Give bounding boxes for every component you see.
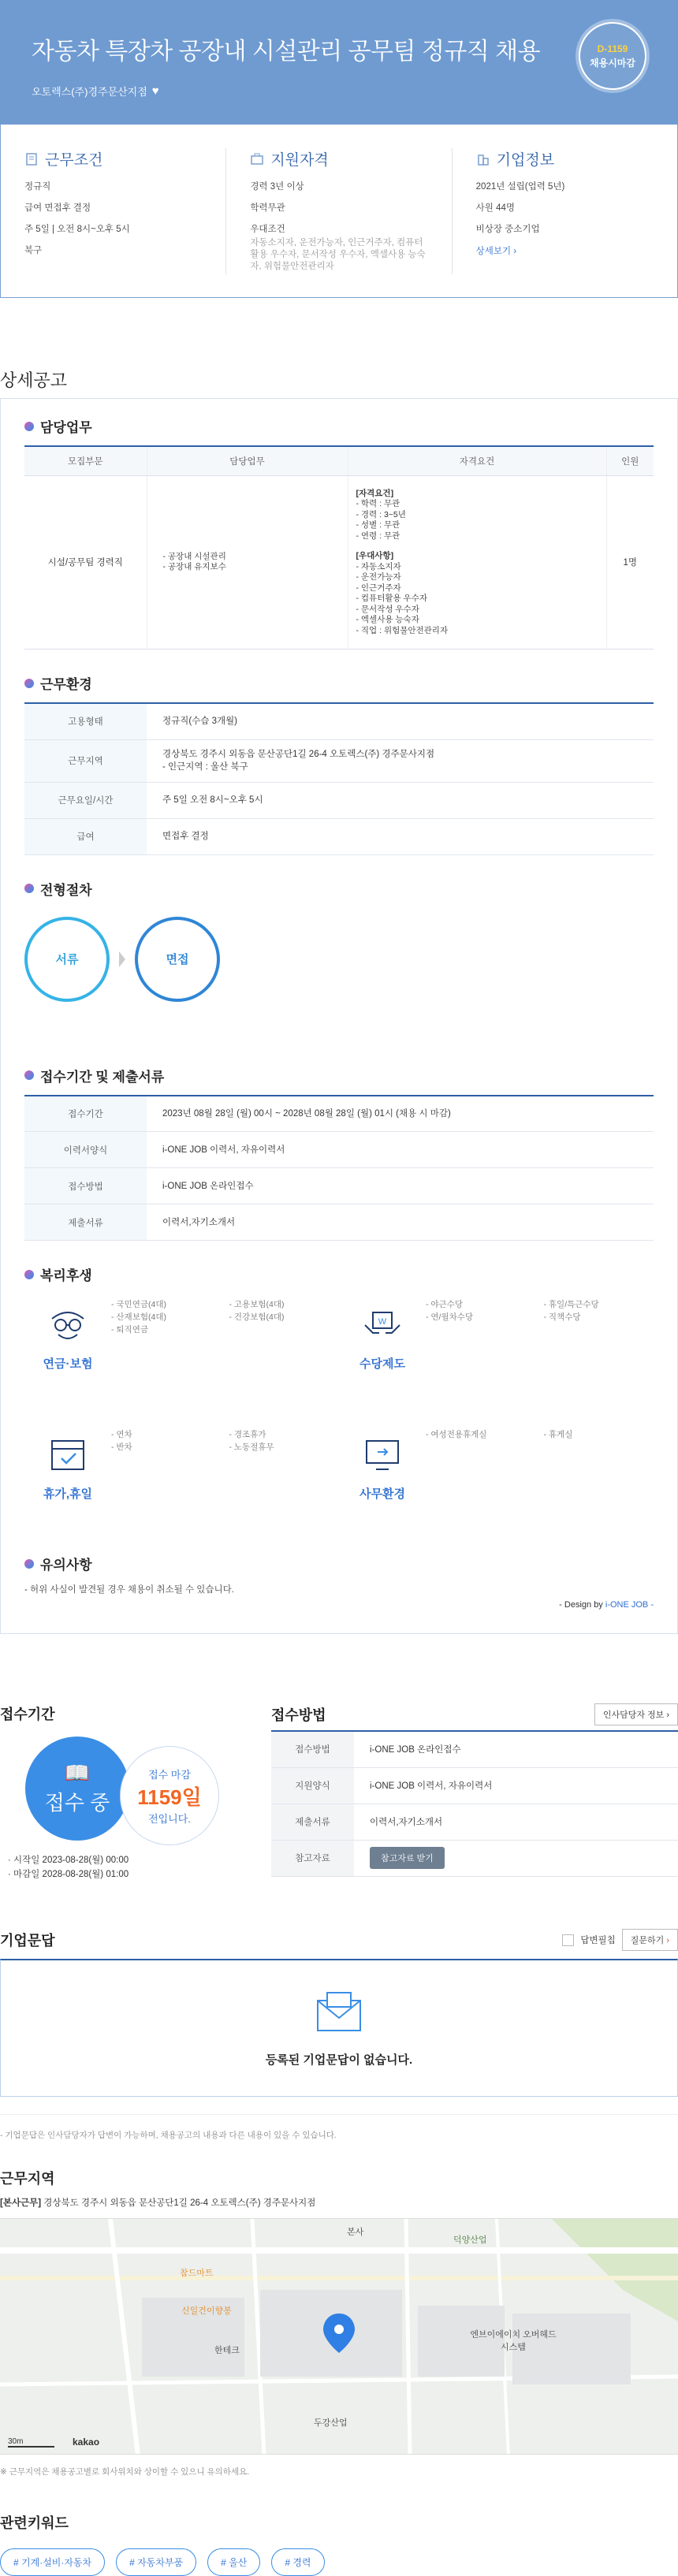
download-reference-button[interactable]: 참고자료 받기 (370, 1847, 445, 1869)
bullet-icon (24, 884, 34, 893)
duty-header: 담당업무 (147, 446, 348, 475)
method-panel (260, 1703, 678, 1882)
briefcase-icon (250, 152, 264, 166)
period-title: 접수기간 (0, 1707, 55, 1722)
company-detail-label[interactable]: 상세보기 (475, 247, 512, 256)
keyword-tag[interactable]: # 경력 (271, 2548, 324, 2576)
apply-pref-label: 우대조건 (250, 225, 285, 234)
area-address (0, 2196, 678, 2209)
env-key: 근무요일/시간 (24, 782, 147, 818)
welfare-item: - 휴일/특근수당 (543, 1300, 599, 1309)
svg-text:W: W (378, 1317, 387, 1327)
area-note: ※ 근무지역은 채용공고별로 회사위치와 상이할 수 있으니 유의하세요. (0, 2467, 250, 2477)
summary-work-title: 근무조건 (45, 152, 103, 169)
duty-part: 시설/공무팀 경력직 (24, 475, 147, 650)
env-title: 근무환경 (40, 677, 92, 692)
company-detail-link[interactable] (476, 247, 516, 256)
period-circles (0, 1732, 260, 1850)
welfare-group (339, 1424, 654, 1554)
duty-header: 인원 (606, 446, 654, 475)
welfare-group-name: 연금·보험 (43, 1357, 93, 1371)
design-credit (24, 1600, 654, 1610)
submit-key: 접수기간 (24, 1096, 147, 1132)
location-map[interactable] (0, 2218, 678, 2455)
design-brand: i-ONE JOB - (605, 1600, 654, 1610)
pref-item: - 자동소지자 (356, 561, 401, 571)
welfare-items (426, 1294, 654, 1424)
answered-checkbox[interactable] (562, 1934, 574, 1946)
welfare-icon-box (24, 1424, 111, 1554)
welfare-groups (24, 1294, 654, 1554)
map-label: 본사 (347, 2228, 364, 2237)
welfare-item: - 휴게실 (543, 1430, 573, 1439)
submit-value: 이력서,자기소개서 (147, 1204, 654, 1241)
heart-icon[interactable]: ♥ (151, 84, 159, 98)
keyword-list (0, 2548, 678, 2576)
detail-section-title: 상세공고 (0, 370, 68, 390)
map-label: 참드마트 (180, 2269, 214, 2278)
end-date: · 마감일 2028-08-28(월) 01:00 (8, 1870, 129, 1879)
map-label: 엔브이에이치 오버헤드시스템 (470, 2330, 557, 2352)
document-icon (24, 152, 39, 166)
start-date: · 시작일 2023-08-28(월) 00:00 (8, 1856, 129, 1865)
map-label: 신일건이향봉 (181, 2306, 232, 2316)
duty-requirements (348, 475, 606, 650)
env-table (24, 702, 654, 855)
welfare-item: - 반차 (111, 1442, 132, 1452)
envelope-icon (311, 1990, 367, 2037)
ask-question-label[interactable]: 질문하기 (630, 1936, 665, 1945)
bullet-icon (24, 679, 34, 688)
keywords-section (0, 2512, 678, 2576)
welfare-item: - 건강보험(4대) (229, 1312, 285, 1322)
book-icon: 📖 (64, 1761, 91, 1785)
submit-value: i-ONE JOB 이력서, 자유이력서 (147, 1132, 654, 1168)
deadline-label: 접수 마감 (148, 1768, 191, 1781)
pref-item: - 엑셀사용 능숙자 (356, 615, 419, 624)
duty-header: 자격요건 (348, 446, 606, 475)
glasses-man-icon (44, 1301, 91, 1349)
chevron-right-icon: › (513, 247, 517, 256)
work-area: 북구 (24, 246, 43, 255)
welfare-items (111, 1424, 339, 1554)
apply-info (0, 1703, 678, 1882)
welfare-icon-box (339, 1424, 426, 1554)
summary-company-title: 기업정보 (496, 152, 555, 169)
welfare-title: 복리후생 (40, 1268, 92, 1283)
req-item: - 성별 : 무관 (356, 520, 400, 530)
env-nearby: - 인근지역 : 울산 북구 (162, 762, 248, 772)
req-item: - 연령 : 무관 (356, 530, 400, 541)
duty-count: 1명 (606, 475, 654, 650)
keyword-tag[interactable]: # 울산 (207, 2548, 260, 2576)
welfare-item: - 연/월차수당 (426, 1312, 474, 1322)
welfare-item: - 산재보험(4대) (111, 1312, 166, 1322)
dday-label: 채용시마감 (590, 57, 635, 69)
welfare-item: - 경조휴가 (229, 1430, 266, 1439)
design-label: - Design by (559, 1600, 605, 1610)
summary-work (1, 148, 226, 274)
method-key: 접수방법 (271, 1731, 354, 1767)
job-title: 자동차 특장차 공장내 시설관리 공무팀 정규직 채용 (32, 39, 541, 65)
submit-key: 접수방법 (24, 1168, 147, 1204)
qa-controls (562, 1929, 678, 1951)
submit-title: 접수기간 및 제출서류 (40, 1069, 165, 1085)
summary-company (453, 148, 677, 274)
welfare-group (339, 1294, 654, 1424)
duty-table (24, 445, 654, 650)
welfare-group (24, 1294, 339, 1424)
job-header (0, 0, 678, 125)
summary-panel (0, 125, 678, 298)
summary-apply-title: 지원자격 (270, 152, 329, 169)
env-value: 주 5일 오전 8시~오후 5시 (147, 782, 654, 818)
keywords-title: 관련키워드 (0, 2515, 69, 2531)
welfare-item: - 국민연금(4대) (111, 1300, 166, 1309)
submit-key: 제출서류 (24, 1204, 147, 1241)
period-panel (0, 1703, 260, 1882)
apply-pref: 자동소지자, 운전가능자, 인근거주자, 컴퓨터활용 우수자, 문서작성 우수자, 엑셀사용 능숙자, 위험물안전관리자 (250, 238, 426, 271)
duty-tasks (147, 475, 348, 650)
welfare-group-name: 사무환경 (359, 1487, 405, 1501)
area-title: 근무지역 (0, 2171, 55, 2187)
qa-empty-box (0, 1959, 678, 2097)
env-heading (24, 673, 654, 693)
submit-key: 이력서양식 (24, 1132, 147, 1168)
qa-title: 기업문답 (0, 1933, 55, 1949)
contact-info-label[interactable]: 인사담당자 정보 (602, 1711, 665, 1720)
welfare-group-name: 휴가,휴일 (43, 1487, 93, 1501)
pref-item: - 컴퓨터활용 우수자 (356, 594, 427, 603)
env-address: 경상북도 경주시 외동읍 문산공단1길 26-4 오토렉스(주) 경주문사지점 (162, 750, 435, 759)
welfare-item: - 노동절휴무 (229, 1442, 274, 1452)
status-text: 접수 중 (44, 1791, 110, 1815)
notice-heading (24, 1554, 654, 1573)
welfare-item: - 야근수당 (426, 1300, 463, 1309)
qa-header (0, 1929, 678, 1951)
summary-apply (226, 148, 452, 274)
method-title: 접수방법 (271, 1707, 326, 1723)
apply-edu: 학력무관 (250, 203, 285, 213)
dday-count: D-1159 (597, 43, 628, 54)
wallet-hands-icon (359, 1301, 406, 1349)
address-tag: [본사근무] (0, 2198, 42, 2208)
calendar-check-icon (44, 1431, 91, 1479)
building-icon (476, 152, 490, 166)
keyword-tag[interactable]: # 자동차부품 (116, 2548, 196, 2576)
area-section (0, 2168, 678, 2477)
bullet-icon (24, 1559, 34, 1569)
company-founded: 2021년 설립(업력 5년) (475, 182, 565, 192)
dday-badge (579, 22, 646, 90)
duty-heading (24, 416, 654, 436)
method-value: i-ONE JOB 이력서, 자유이력서 (354, 1767, 678, 1804)
env-key: 급여 (24, 818, 147, 854)
req-title: [자격요건] (356, 488, 394, 498)
welfare-item: - 고용보험(4대) (229, 1300, 285, 1309)
map-brand: kakao (73, 2436, 100, 2448)
method-key: 제출서류 (271, 1804, 354, 1840)
company-staff: 사원 44명 (475, 203, 515, 213)
qa-empty-text: 등록된 기업문답이 없습니다. (265, 2053, 413, 2067)
welfare-items (111, 1294, 339, 1424)
welfare-item: - 여성전용휴게실 (426, 1430, 487, 1439)
chevron-right-icon: › (666, 1936, 669, 1945)
submit-table (24, 1095, 654, 1241)
pref-title: [우대사항] (356, 551, 394, 560)
qa-note: - 기업문답은 인사담당자가 답변이 가능하며, 채용공고의 내용과 다른 내용이 있을 수 있습니다. (0, 2114, 678, 2141)
notice-title: 유의사항 (40, 1558, 92, 1573)
welfare-item: - 직책수당 (543, 1312, 581, 1322)
work-hours: 주 5일 | 오전 8시~오후 5시 (24, 225, 130, 234)
method-header (271, 1703, 678, 1725)
welfare-group-name: 수당제도 (359, 1357, 405, 1371)
welfare-icon-box (339, 1294, 426, 1424)
ask-question-button[interactable] (622, 1929, 678, 1951)
pref-item: - 문서작성 우수자 (356, 604, 419, 614)
process-steps (24, 908, 654, 1011)
bullet-icon (24, 1070, 34, 1080)
arrow-right-icon (119, 951, 125, 967)
address-text: 경상북도 경주시 외동읍 문산공단1길 26-4 오토렉스(주) 경주문사지점 (41, 2198, 316, 2208)
welfare-item: - 연차 (111, 1430, 132, 1439)
work-salary: 급여 면접후 결정 (24, 203, 91, 213)
env-value: 면접후 결정 (147, 818, 654, 854)
monitor-icon (359, 1431, 406, 1479)
welfare-icon-box (24, 1294, 111, 1424)
pref-item: - 직업 : 위험물안전관리자 (356, 625, 449, 635)
duty-task: - 공장내 시설관리 (162, 552, 226, 562)
welfare-item: - 퇴직연금 (111, 1325, 148, 1335)
method-value: 이력서,자기소개서 (354, 1804, 678, 1840)
notice-text: - 허위 사실이 발견될 경우 채용이 취소될 수 있습니다. (24, 1585, 234, 1595)
pref-item: - 인근거주자 (356, 583, 401, 593)
period-dates (0, 1853, 260, 1882)
req-item: - 경력 : 3~5년 (356, 509, 406, 519)
submit-heading (24, 1066, 654, 1085)
env-value (147, 739, 654, 782)
bullet-icon (24, 422, 34, 431)
method-key: 지원양식 (271, 1767, 354, 1804)
welfare-group (24, 1424, 339, 1554)
method-key: 참고자료 (271, 1840, 354, 1876)
qa-section (0, 1929, 678, 2141)
deadline-suffix: 전입니다. (148, 1812, 191, 1825)
bullet-icon (24, 1270, 34, 1279)
env-value: 정규직(수습 3개월) (147, 703, 654, 739)
company-label[interactable]: 오토렉스(주)경주문산지점 (32, 86, 147, 98)
answered-label: 답변필칩 (580, 1936, 616, 1945)
process-title: 전형절차 (40, 882, 92, 898)
deadline-circle (120, 1746, 219, 1845)
duty-header: 모집부문 (24, 446, 147, 475)
submit-value: i-ONE JOB 온라인접수 (147, 1168, 654, 1204)
status-circle (25, 1737, 129, 1841)
submit-value: 2023년 08월 28일 (월) 00시 ~ 2028년 08월 28일 (월) 01시 (채용 시 마감) (147, 1096, 654, 1132)
pref-item: - 운전가능자 (356, 572, 401, 582)
work-type: 정규직 (24, 182, 51, 192)
welfare-items (426, 1424, 654, 1554)
method-table (271, 1730, 678, 1877)
map-scale (8, 2437, 54, 2448)
process-step: 서류 (24, 917, 110, 1002)
welfare-heading (24, 1264, 654, 1284)
chevron-right-icon: › (666, 1711, 669, 1720)
method-value: i-ONE JOB 온라인접수 (354, 1731, 678, 1767)
process-step: 면접 (135, 917, 220, 1002)
map-scale-label: 30m (8, 2437, 24, 2446)
detail-panel (0, 398, 678, 1634)
map-label: 두강산업 (314, 2418, 348, 2428)
env-key: 고용형태 (24, 703, 147, 739)
contact-info-button[interactable] (594, 1703, 678, 1725)
process-heading (24, 879, 654, 899)
duty-title: 담당업무 (40, 420, 92, 435)
map-label: 한테크 (214, 2346, 240, 2355)
duty-task: - 공장내 유지보수 (162, 562, 226, 572)
deadline-days: 1159일 (137, 1785, 202, 1809)
req-item: - 학력 : 무관 (356, 499, 400, 508)
apply-career: 경력 3년 이상 (250, 182, 304, 192)
env-key: 근무지역 (24, 739, 147, 782)
map-label: 덕양산업 (453, 2235, 487, 2245)
method-value (354, 1840, 678, 1876)
company-type: 비상장 중소기업 (475, 225, 540, 234)
keyword-tag[interactable]: # 기계·설비·자동차 (0, 2548, 105, 2576)
company-name[interactable] (32, 84, 646, 99)
